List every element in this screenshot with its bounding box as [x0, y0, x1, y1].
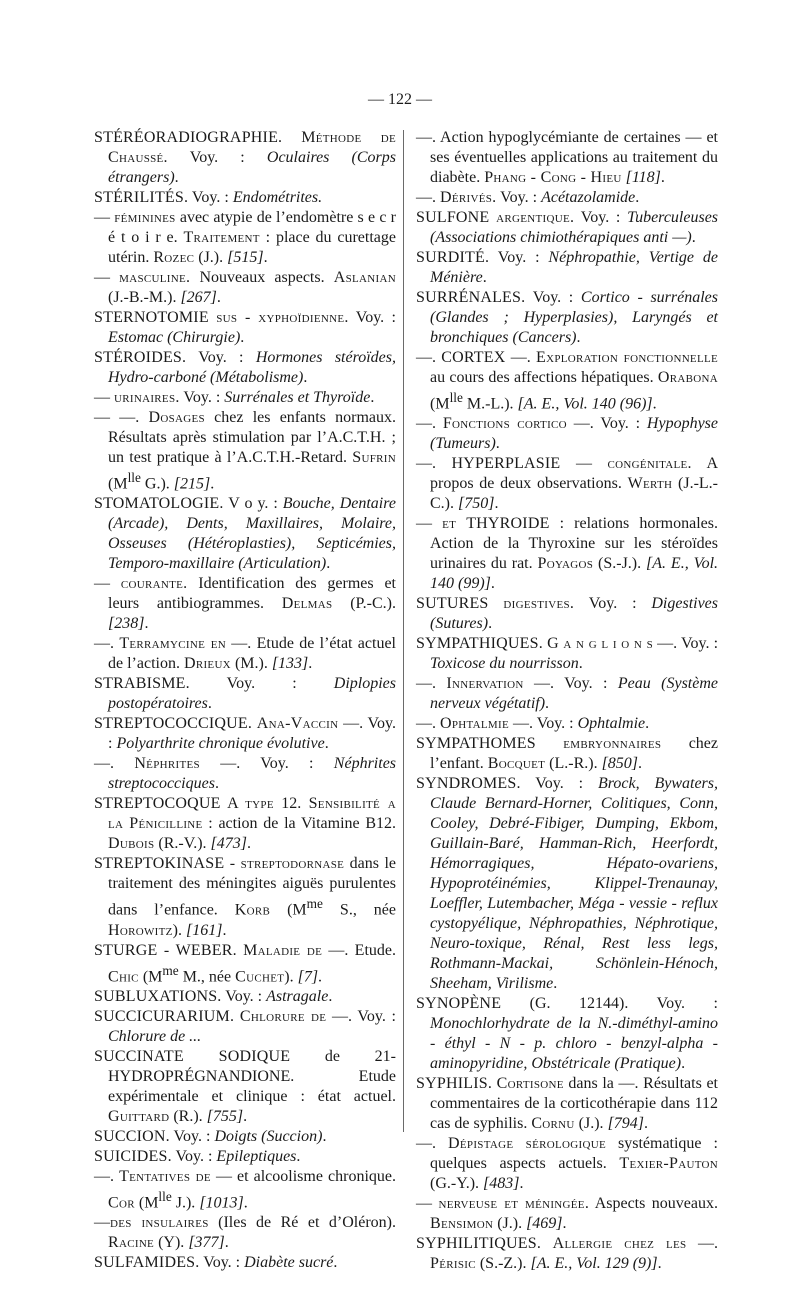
index-entry: —. Dépistage sérologique systématique : quelques aspects actuels. Texier-Pauton (G.-Y.). [483]. [416, 1135, 718, 1193]
index-entry: STERNOTOMIE sus - xyphoïdienne. Voy. : Estomac (Chirurgie). [94, 309, 397, 346]
index-entry: —. Néphrites —. Voy. : Néphrites streptococciques. [94, 755, 397, 793]
index-entry: STÉRILITÉS. Voy. : Endométrites. [94, 189, 323, 206]
index-entry: SYMPATHOMES embryonnaires chez l’enfant. Bocquet (L.-R.). [850]. [416, 735, 718, 773]
index-entry: — urinaires. Voy. : Surrénales et Thyroïde. [94, 389, 375, 406]
index-entry: —. Tentatives de — et alcoolisme chronique. Cor ($M^{lle}$ J.). [1013]. [94, 1167, 396, 1212]
index-entry: SURDITÉ. Voy. : Néphropathie, Vertige de Ménière. [416, 249, 719, 286]
index-entry: —. Dérivés. Voy. : Acétazolamide. [416, 189, 640, 206]
index-entry: SULFAMIDES. Voy. : Diabète sucré. [94, 1254, 338, 1272]
index-entry: SYMPATHIQUES. G a n g l i o n s —. Voy. : Toxicose du nourrisson. [416, 635, 719, 673]
index-entry: STÉROIDES. Voy. : Hormones stéroïdes, Hydro-carboné (Métabolisme). [94, 349, 396, 386]
index-entry: STREPTOCOCCIQUE. Ana-Vaccin —. Voy. : Polyarthrite chronique évolutive. [94, 715, 397, 753]
index-entry: —. Action hypoglycémiante de certaines — et ses éventuelles applications au traitement du diabète. Phang - Cong - Hieu [118]. [416, 129, 718, 186]
index-entry: — masculine. Nouveaux aspects. Aslanian (J.-B.-M.). [267]. [94, 269, 396, 306]
index-entry: —. Ophtalmie —. Voy. : Ophtalmie. [416, 715, 650, 733]
index-entry: STREPTOKINASE - streptodornase dans le traitement des méningites aiguës purulentes dans l’enfance. Korb ($M^{me}$ S., née Horowitz). [161]. [94, 855, 396, 939]
column-divider [403, 130, 404, 1132]
index-entry: SUICIDES. Voy. : Epileptiques. [94, 1147, 301, 1165]
index-entry: — courante. Identification des germes et leurs antibiogrammes. Delmas (P.-C.). [238]. [94, 575, 396, 633]
index-entry: —. Innervation —. Voy. : Peau (Système nerveux végétatif). [416, 675, 718, 713]
index-entry: STRABISME. Voy. : Diplopies postopératoires. [94, 675, 396, 713]
index-entry: — —. Dosages chez les enfants normaux. Résultats après stimulation par l’A.C.T.H. ; un test pratique à l’A.C.T.H.-Retard. Sufrin ($M^{lle}$ G.). [215]. [94, 409, 397, 493]
index-entry: —. HYPERPLASIE — congénitale. A propos de deux observations. Werth (J.-L.-C.). [750]. [416, 455, 719, 513]
index-entry: SYNDROMES. Voy. : Brock, Bywaters, Claude Bernard-Horner, Colitiques, Conn, Cooley, Debré-Fibiger, Dumping, Ekbom, Guillain-Baré, Hamman-Rich, Heerfordt, Hémorragiques, Hépato-ovariens, Hypoprotéinémies, Klippel-Trenaunay, Loeffler, Lutembacher, Méga - vessie - reflux cystopyélique, Néphropathies, Néphrotique, Neuro-toxique, Rénal, Rest less legs, Rothmann-Mackai, Schönlein-Hénoch, Sheeham, Virilisme. [416, 775, 719, 993]
index-entry: SYPHILIS. Cortisone dans la —. Résultats et commentaires de la corticothérapie dans 112 cas de syphilis. Cornu (J.). [794]. [416, 1075, 718, 1133]
index-entry: SUBLUXATIONS. Voy. : Astragale. [94, 987, 333, 1005]
index-entry: SYPHILITIQUES. Allergie chez les —. Périsic (S.-Z.). [A. E., Vol. 129 (9)]. [416, 1235, 719, 1273]
index-entry: SUCCINATE SODIQUE de 21-HYDROPRÉGNANDIONE. Etude expérimentale et clinique : état actuel. Guittard (R.). [755]. [94, 1047, 396, 1125]
index-entry: STREPTOCOQUE A type 12. Sensibilité a la Pénicilline : action de la Vitamine B12. Dubois (R.-V.). [473]. [94, 795, 396, 853]
index-entry: SUCCION. Voy. : Doigts (Succion). [94, 1127, 327, 1145]
index-entry: SULFONE argentique. Voy. : Tuberculeuses (Associations chimiothérapiques anti —). [416, 209, 719, 246]
index-entry: —. CORTEX —. Exploration fonctionnelle au cours des affections hépatiques. Orabona ($M^{lle}$ M.-L.). [A. E., Vol. 140 (96)]. [416, 349, 719, 413]
index-entry: — et THYROIDE : relations hormonales. Action de la Thyroxine sur les stéroïdes urinaires du rat. Poyagos (S.-J.). [A. E., Vol. 140 (99)]. [416, 515, 719, 593]
index-entry: SYNOPÈNE (G. 12144). Voy. : Monochlorhydrate de la N.-diméthyl-amino - éthyl - N - p. chloro - benzyl-alpha - aminopyridine, Obstétricale (Pratique). [416, 995, 718, 1073]
index-entry: —. Terramycine en —. Etude de l’état actuel de l’action. Drieux (M.). [133]. [94, 635, 396, 673]
index-entry: SUTURES digestives. Voy. : Digestives (Sutures). [416, 595, 719, 633]
page-number: — 122 — [368, 91, 432, 108]
index-entry: STOMATOLOGIE. V o y. : Bouche, Dentaire (Arcade), Dents, Maxillaires, Molaire, Osseuses (Hétéroplasties), Septicémies, Temporo-maxillaire (Articulation). [94, 495, 396, 573]
index-entry: —. Fonctions cortico —. Voy. : Hypophyse (Tumeurs). [416, 415, 718, 453]
index-entry: STÉRÉORADIOGRAPHIE. Méthode de Chaussé. Voy. : Oculaires (Corps étrangers). [94, 129, 396, 186]
right-column [416, 128, 718, 1274]
index-entry: SUCCICURARIUM. Chlorure de —. Voy. : Chlorure de ... [94, 1007, 397, 1045]
index-entry: —des insulaires (Iles de Ré et d’Oléron). Racine (Y). [377]. [94, 1214, 396, 1252]
left-column [94, 128, 396, 1273]
index-entry: STURGE - WEBER. Maladie de —. Etude. Chic ($M^{me}$ M., née Cuchet). [7]. [94, 941, 397, 985]
index-entry: — féminines avec atypie de l’endomètre s e c r é t o i r e. Traitement : place du curettage utérin. Rozec (J.). [515]. [94, 209, 397, 266]
index-entry: SURRÉNALES. Voy. : Cortico - surrénales (Glandes ; Hyperplasies), Laryngés et bronchiques (Cancers). [416, 289, 718, 346]
index-entry: — nerveuse et méningée. Aspects nouveaux. Bensimon (J.). [469]. [416, 1195, 719, 1233]
